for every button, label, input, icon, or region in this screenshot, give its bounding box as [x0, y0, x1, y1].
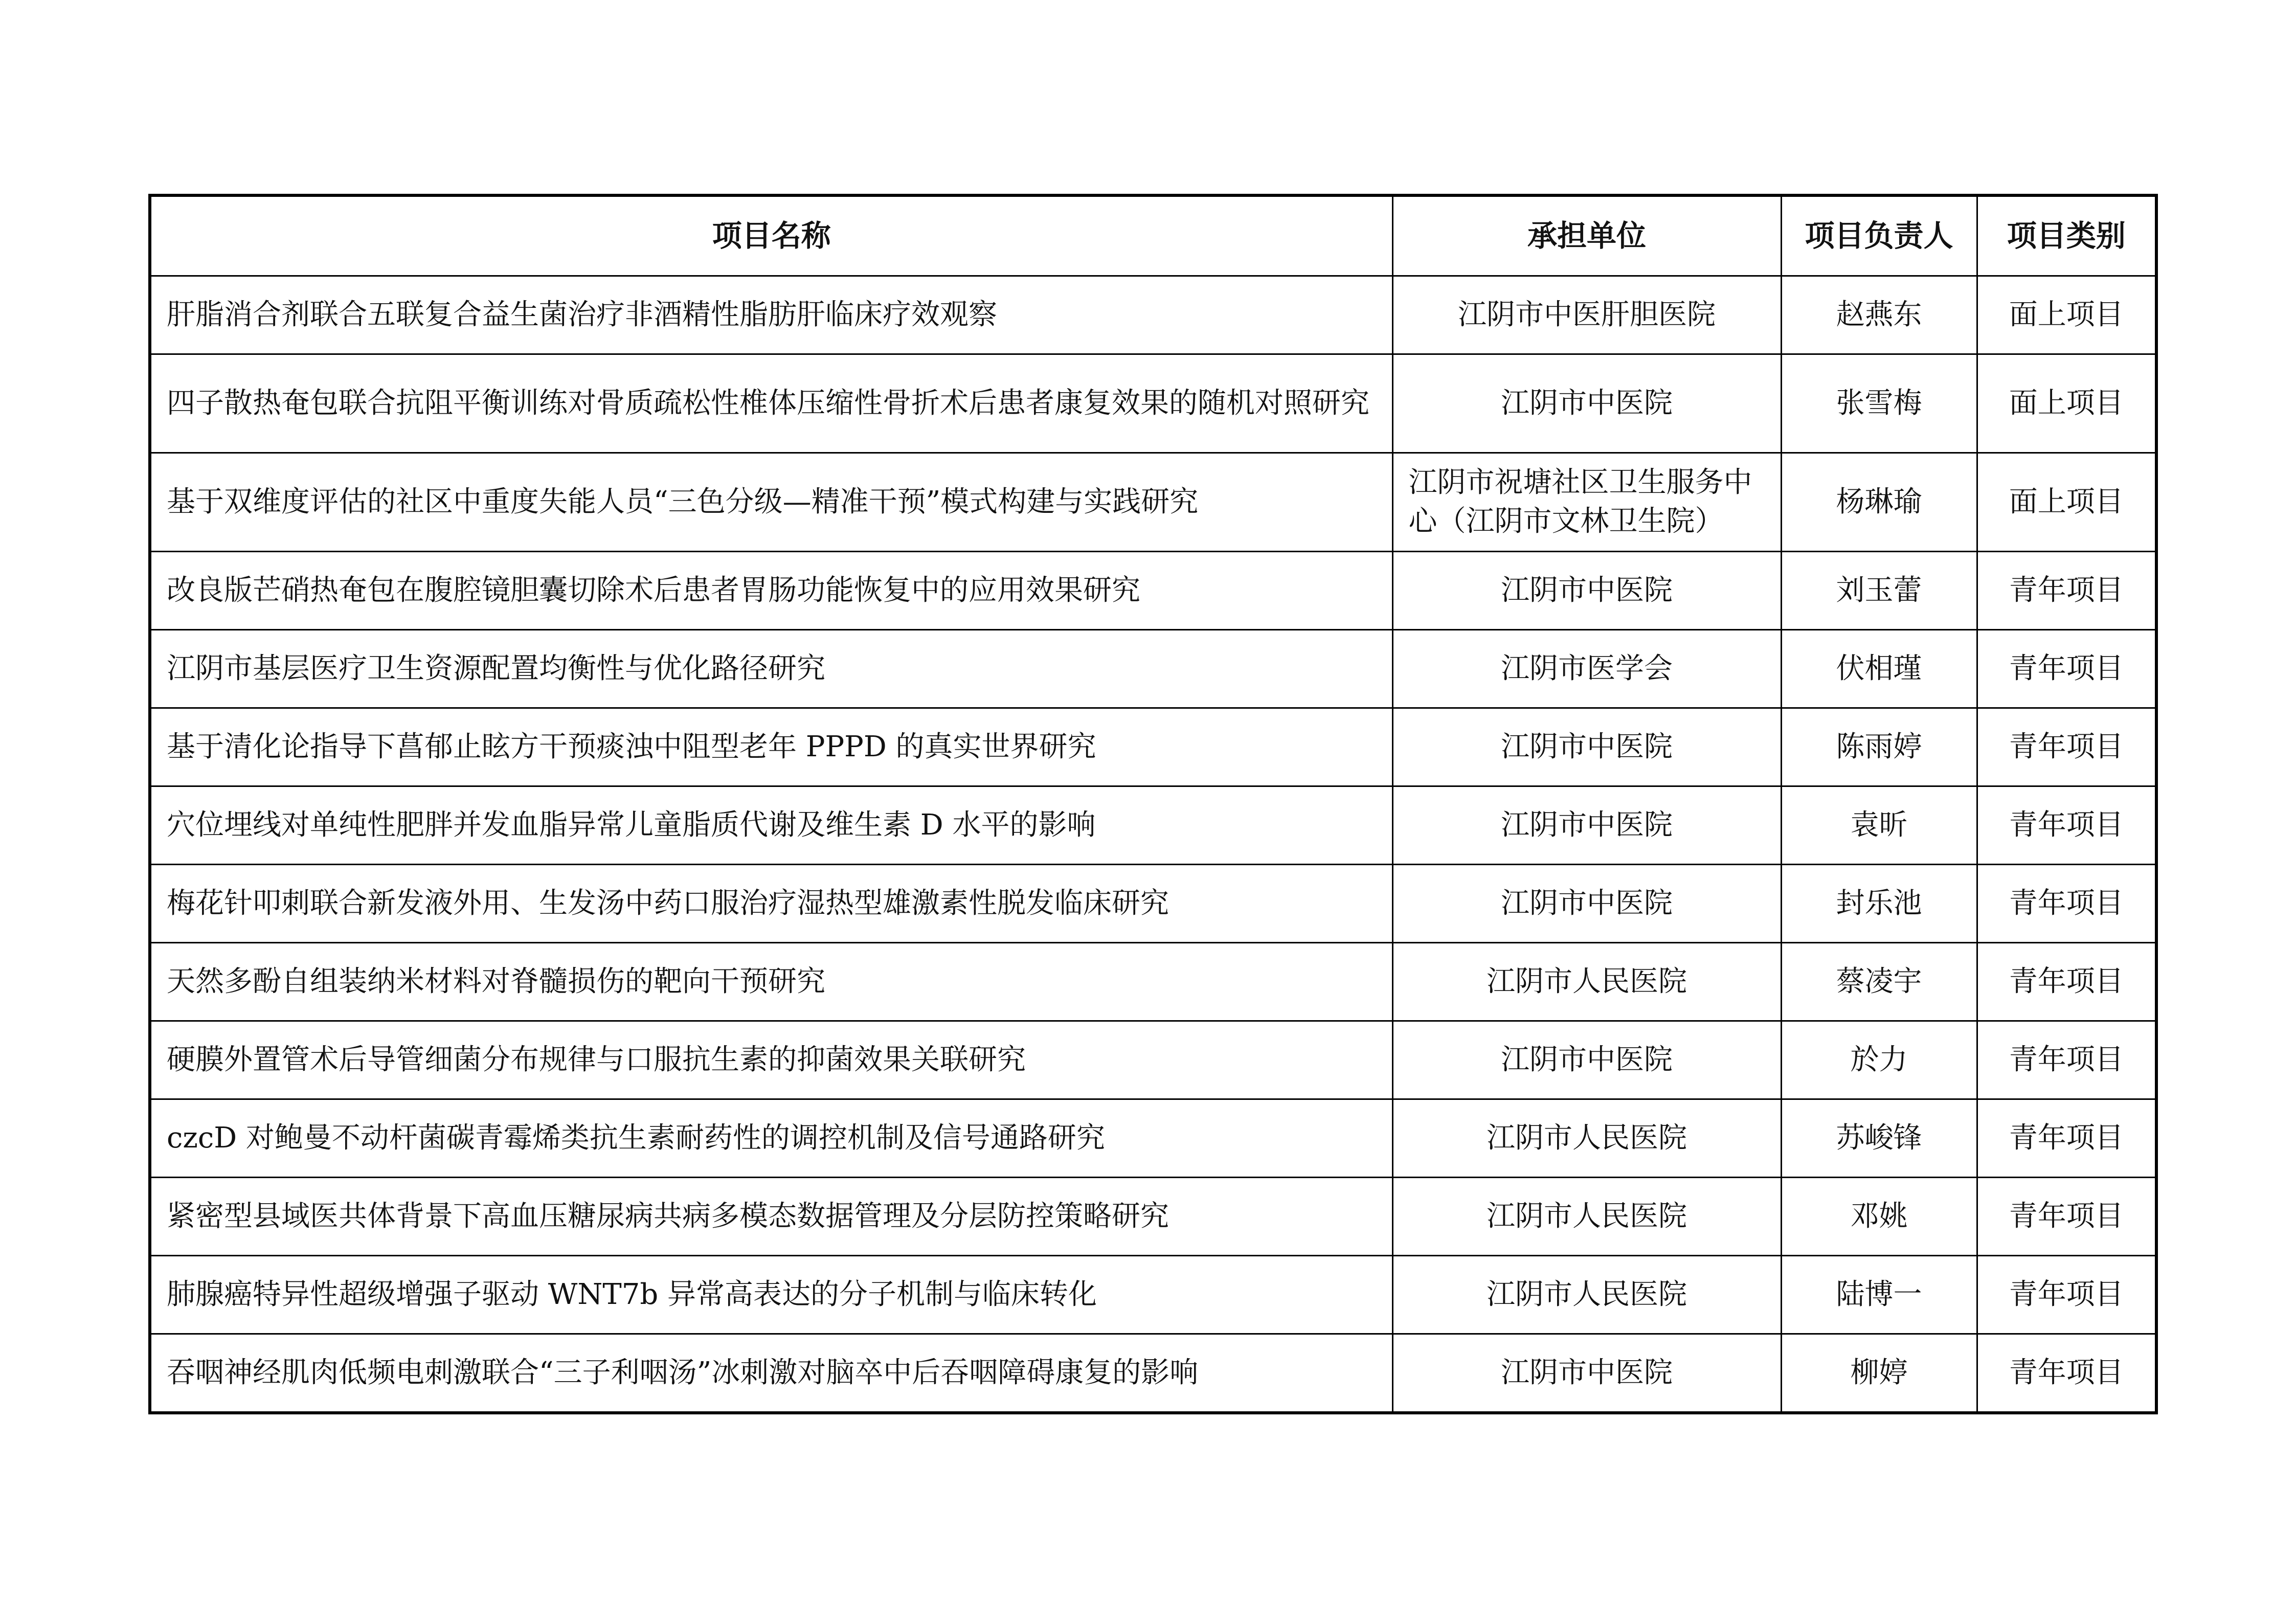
header-leader: 项目负责人: [1781, 195, 1977, 276]
project-name-cell: 紧密型县域医共体背景下高血压糖尿病共病多模态数据管理及分层防控策略研究: [150, 1178, 1392, 1256]
table-row: [150, 552, 2156, 630]
unit-cell: 江阴市中医院: [1392, 1021, 1781, 1099]
leader-cell: 陆博一: [1781, 1256, 1977, 1334]
unit-cell: 江阴市祝塘社区卫生服务中心（江阴市文林卫生院）: [1392, 453, 1781, 552]
project-name-cell: 天然多酚自组装纳米材料对脊髓损伤的靶向干预研究: [150, 943, 1392, 1021]
type-cell: 青年项目: [1977, 1021, 2156, 1099]
table-row: [150, 1256, 2156, 1334]
project-name-cell: 改良版芒硝热奄包在腹腔镜胆囊切除术后患者胃肠功能恢复中的应用效果研究: [150, 552, 1392, 630]
unit-cell: 江阴市人民医院: [1392, 1099, 1781, 1178]
table-row: [150, 276, 2156, 354]
leader-cell: 杨琳瑜: [1781, 453, 1977, 552]
table-row: [150, 453, 2156, 552]
project-name-cell: 四子散热奄包联合抗阻平衡训练对骨质疏松性椎体压缩性骨折术后患者康复效果的随机对照研究: [150, 354, 1392, 453]
table-row: [150, 630, 2156, 708]
type-cell: 面上项目: [1977, 354, 2156, 453]
type-cell: 青年项目: [1977, 786, 2156, 865]
project-name-cell: 肺腺癌特异性超级增强子驱动 WNT7b 异常高表达的分子机制与临床转化: [150, 1256, 1392, 1334]
project-name-cell: 基于双维度评估的社区中重度失能人员“三色分级—精准干预”模式构建与实践研究: [150, 453, 1392, 552]
type-cell: 青年项目: [1977, 1178, 2156, 1256]
type-cell: 青年项目: [1977, 865, 2156, 943]
type-cell: 青年项目: [1977, 630, 2156, 708]
unit-cell: 江阴市中医院: [1392, 708, 1781, 786]
table-row: [150, 865, 2156, 943]
unit-cell: 江阴市人民医院: [1392, 1256, 1781, 1334]
leader-cell: 於力: [1781, 1021, 1977, 1099]
table-row: [150, 1334, 2156, 1413]
leader-cell: 赵燕东: [1781, 276, 1977, 354]
project-table: [148, 194, 2158, 1414]
header-project-name: 项目名称: [150, 195, 1392, 276]
unit-cell: 江阴市中医院: [1392, 552, 1781, 630]
leader-cell: 邓姚: [1781, 1178, 1977, 1256]
unit-cell: 江阴市医学会: [1392, 630, 1781, 708]
leader-cell: 袁昕: [1781, 786, 1977, 865]
header-unit: 承担单位: [1392, 195, 1781, 276]
table-header-row: [150, 195, 2156, 276]
table-row: [150, 786, 2156, 865]
table-row: [150, 943, 2156, 1021]
type-cell: 青年项目: [1977, 943, 2156, 1021]
leader-cell: 封乐池: [1781, 865, 1977, 943]
type-cell: 面上项目: [1977, 453, 2156, 552]
type-cell: 青年项目: [1977, 708, 2156, 786]
type-cell: 面上项目: [1977, 276, 2156, 354]
leader-cell: 陈雨婷: [1781, 708, 1977, 786]
project-name-cell: czcD 对鲍曼不动杆菌碳青霉烯类抗生素耐药性的调控机制及信号通路研究: [150, 1099, 1392, 1178]
table-row: [150, 708, 2156, 786]
type-cell: 青年项目: [1977, 1256, 2156, 1334]
unit-cell: 江阴市人民医院: [1392, 1178, 1781, 1256]
leader-cell: 刘玉蕾: [1781, 552, 1977, 630]
table-row: [150, 1099, 2156, 1178]
type-cell: 青年项目: [1977, 1099, 2156, 1178]
unit-cell: 江阴市中医院: [1392, 786, 1781, 865]
leader-cell: 张雪梅: [1781, 354, 1977, 453]
project-name-cell: 硬膜外置管术后导管细菌分布规律与口服抗生素的抑菌效果关联研究: [150, 1021, 1392, 1099]
unit-cell: 江阴市人民医院: [1392, 943, 1781, 1021]
table-row: [150, 1021, 2156, 1099]
leader-cell: 柳婷: [1781, 1334, 1977, 1413]
project-name-cell: 吞咽神经肌肉低频电刺激联合“三子利咽汤”冰刺激对脑卒中后吞咽障碍康复的影响: [150, 1334, 1392, 1413]
unit-cell: 江阴市中医肝胆医院: [1392, 276, 1781, 354]
project-name-cell: 江阴市基层医疗卫生资源配置均衡性与优化路径研究: [150, 630, 1392, 708]
unit-cell: 江阴市中医院: [1392, 865, 1781, 943]
leader-cell: 苏峻锋: [1781, 1099, 1977, 1178]
table-row: [150, 1178, 2156, 1256]
project-name-cell: 肝脂消合剂联合五联复合益生菌治疗非酒精性脂肪肝临床疗效观察: [150, 276, 1392, 354]
project-name-cell: 梅花针叩刺联合新发液外用、生发汤中药口服治疗湿热型雄激素性脱发临床研究: [150, 865, 1392, 943]
type-cell: 青年项目: [1977, 552, 2156, 630]
project-name-cell: 基于清化论指导下菖郁止眩方干预痰浊中阻型老年 PPPD 的真实世界研究: [150, 708, 1392, 786]
unit-cell: 江阴市中医院: [1392, 1334, 1781, 1413]
header-type: 项目类别: [1977, 195, 2156, 276]
leader-cell: 伏相瑾: [1781, 630, 1977, 708]
project-name-cell: 穴位埋线对单纯性肥胖并发血脂异常儿童脂质代谢及维生素 D 水平的影响: [150, 786, 1392, 865]
leader-cell: 蔡凌宇: [1781, 943, 1977, 1021]
type-cell: 青年项目: [1977, 1334, 2156, 1413]
table-row: [150, 354, 2156, 453]
unit-cell: 江阴市中医院: [1392, 354, 1781, 453]
